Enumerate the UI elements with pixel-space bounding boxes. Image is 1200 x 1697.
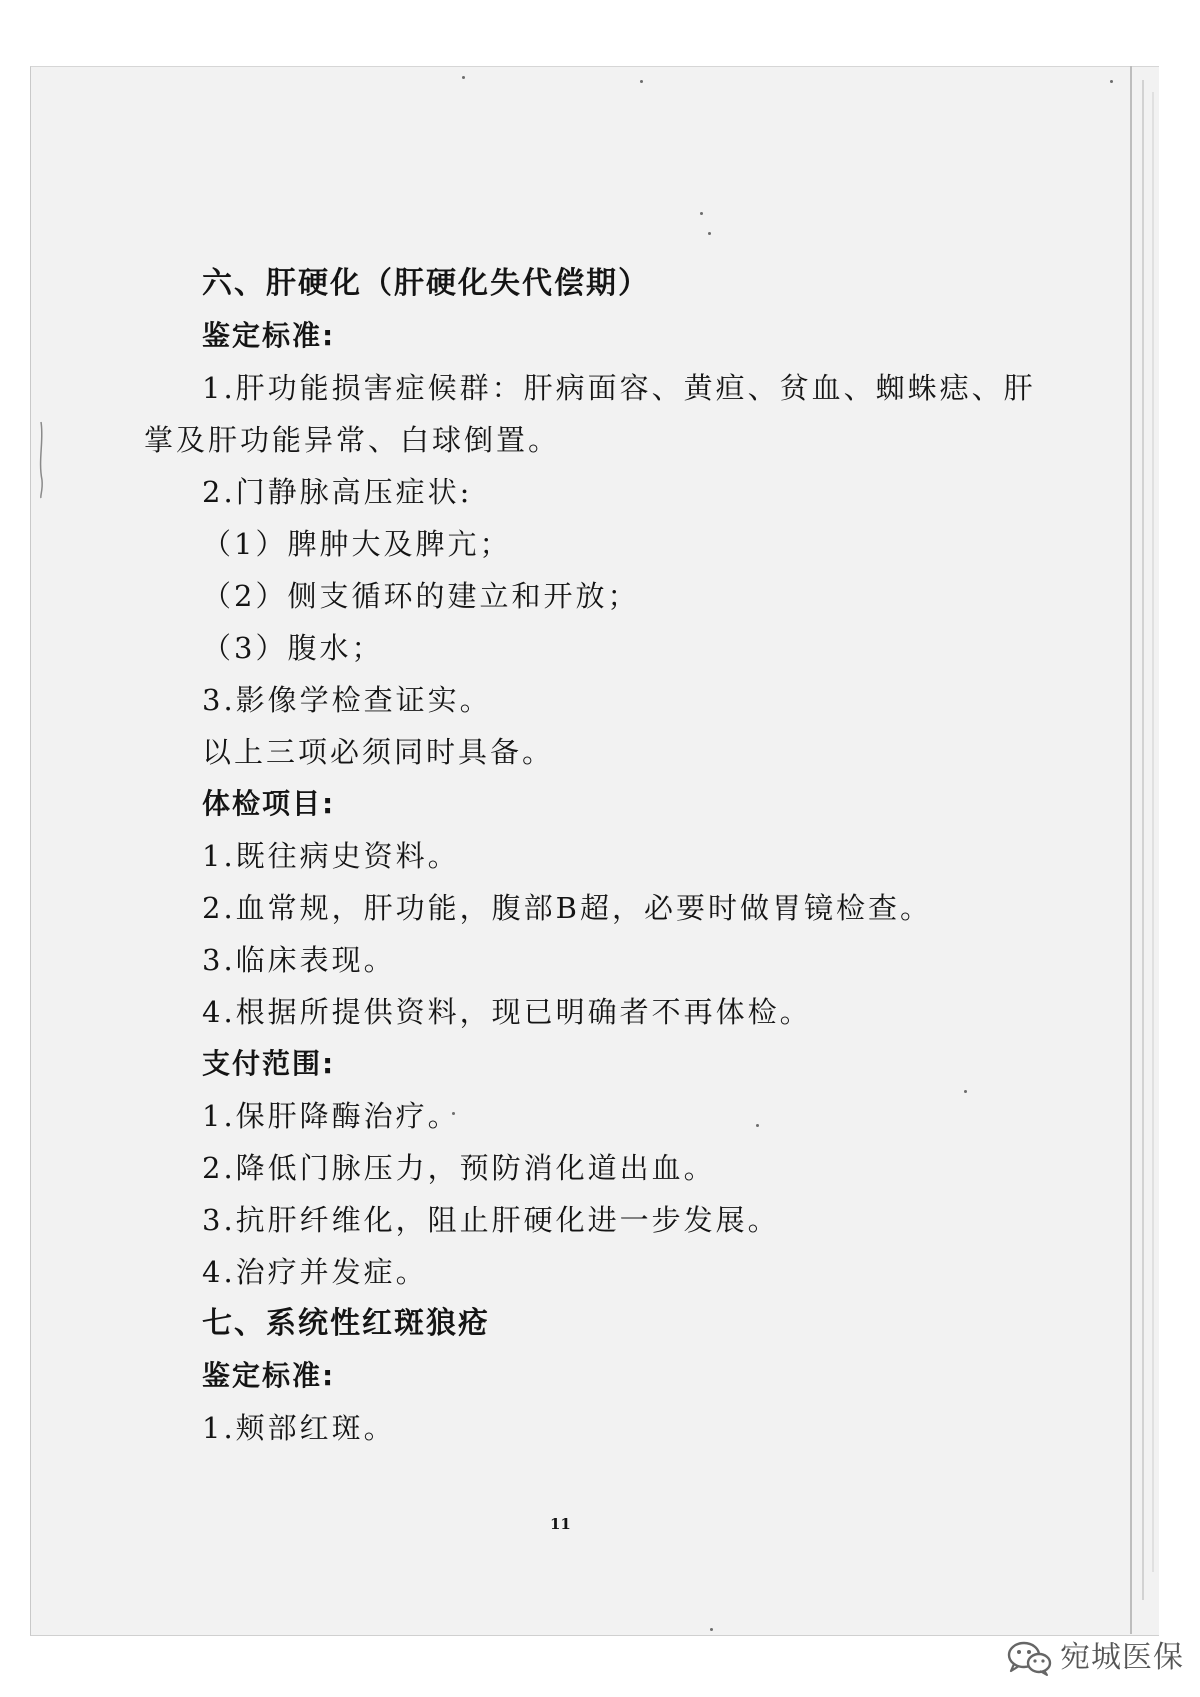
watermark-text: 宛城医保 bbox=[1060, 1640, 1184, 1675]
payment-item-1: 1.保肝降酶治疗。 bbox=[202, 1099, 460, 1133]
section-7-item-1: 1.颊部红斑。 bbox=[202, 1411, 396, 1445]
watermark bbox=[1006, 1636, 1184, 1680]
criteria-item-1-line-1: 1.肝功能损害症候群：肝病面容、黄疸、贫血、蜘蛛痣、肝 bbox=[202, 371, 1036, 405]
exam-item-4: 4.根据所提供资料，现已明确者不再体检。 bbox=[202, 995, 812, 1029]
criteria-item-1-line-2: 掌及肝功能异常、白球倒置。 bbox=[144, 423, 561, 457]
criteria-label: 鉴定标准: bbox=[202, 319, 336, 352]
exam-item-2: 2.血常规，肝功能，腹部B超，必要时做胃镜检查。 bbox=[202, 891, 932, 925]
section-7-title: 七、系统性红斑狼疮 bbox=[202, 1306, 490, 1341]
section-7-criteria-label: 鉴定标准: bbox=[202, 1359, 336, 1392]
criteria-item-3: 3.影像学检查证实。 bbox=[202, 683, 492, 717]
exam-item-1: 1.既往病史资料。 bbox=[202, 839, 460, 873]
exam-item-3: 3.临床表现。 bbox=[202, 943, 396, 977]
wechat-icon bbox=[1006, 1639, 1052, 1677]
criteria-item-2: 2.门静脉高压症状: bbox=[202, 475, 473, 509]
payment-label: 支付范围: bbox=[202, 1047, 336, 1080]
page-number: 11 bbox=[550, 1515, 571, 1533]
criteria-note: 以上三项必须同时具备。 bbox=[202, 735, 555, 769]
payment-item-4: 4.治疗并发症。 bbox=[202, 1255, 428, 1289]
criteria-item-2-sub-3: （3）腹水； bbox=[202, 631, 384, 665]
payment-item-2: 2.降低门脉压力，预防消化道出血。 bbox=[202, 1151, 716, 1185]
criteria-item-2-sub-2: （2）侧支循环的建立和开放； bbox=[202, 579, 640, 613]
criteria-item-2-sub-1: （1）脾肿大及脾亢； bbox=[202, 527, 512, 561]
section-6-title: 六、肝硬化（肝硬化失代偿期） bbox=[202, 266, 650, 301]
payment-item-3: 3.抗肝纤维化，阻止肝硬化进一步发展。 bbox=[202, 1203, 780, 1237]
exam-label: 体检项目: bbox=[202, 787, 336, 820]
